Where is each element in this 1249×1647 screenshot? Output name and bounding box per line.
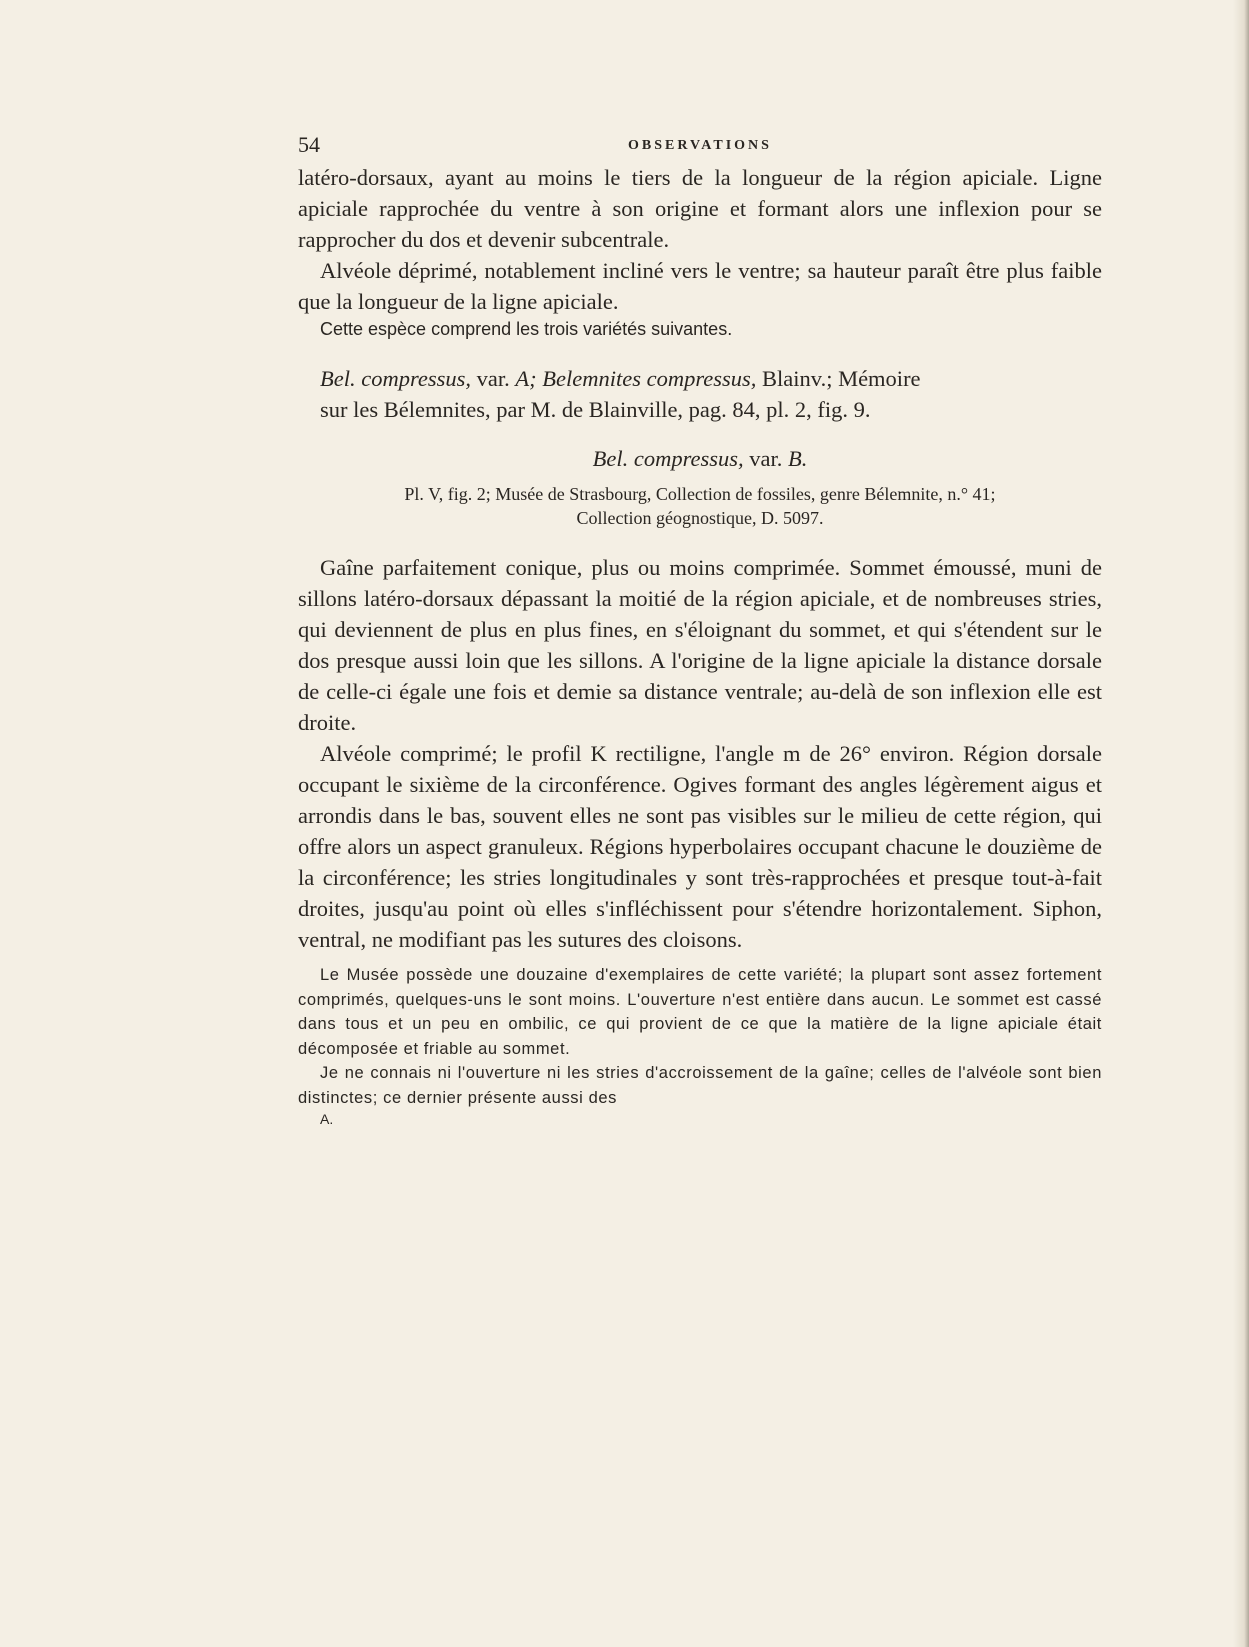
paragraph-alveole: Alvéole déprimé, notablement incliné vers le ventre; sa hauteur paraît être plus faible que la longueur de la ligne apiciale. bbox=[298, 258, 1102, 314]
description-alveole: Alvéole comprimé; le profil K rectiligne, l'angle m de 26° environ. Région dorsale occupant le sixième de la circonférence. Ogives formant des angles légèrement aigus et arrondis dans le bas, souvent elles ne sont pas visibles sur le milieu de cette région, qui offre alors un aspect granuleux. Régions hyperbolaires occupant chacune le douzième de la circonférence; les stries longitudinales y sont très-rapprochées et presque tout-à-fait droites, jusqu'au point où elles s'infléchissent pour s'étendre horizontalement. Siphon, ventral, ne modifiant pas les sutures des cloisons. bbox=[298, 741, 1102, 952]
variety-b-reference-line2: Collection géognostique, D. 5097. bbox=[576, 508, 824, 528]
page-number: 54 bbox=[298, 132, 320, 157]
page-text-block bbox=[298, 132, 1102, 1128]
page-edge-shadow bbox=[1233, 0, 1249, 1647]
variety-b-var-word: var. bbox=[749, 446, 783, 471]
note-ouverture: Je ne connais ni l'ouverture ni les stries d'accroissement de la gaîne; celles de l'alvéole sont bien distinctes; ce dernier présente aussi des bbox=[298, 1064, 1102, 1107]
description-gaine: Gaîne parfaitement conique, plus ou moins comprimée. Sommet émoussé, muni de sillons latéro-dorsaux dépassant la moitié de la région apiciale, et de nombreuses stries, qui deviennent de plus en plus fines, en s'éloignant du sommet, et qui s'étendent sur le dos presque aussi loin que les sillons. A l'origine de la ligne apiciale la distance dorsale de celle-ci égale une fois et demie sa distance ventrale; au-delà de son inflexion elle est droite. bbox=[298, 555, 1102, 735]
variety-a-letter: A; bbox=[515, 366, 537, 391]
running-title: OBSERVATIONS bbox=[628, 138, 772, 153]
variety-a-reference-line2: sur les Bélemnites, par M. de Blainville, pag. 84, pl. 2, fig. 9. bbox=[320, 397, 871, 422]
variety-a-synonym: Belemnites compressus, bbox=[542, 366, 757, 391]
variety-a-reference: Blainv.; Mémoire bbox=[762, 366, 921, 391]
variety-a-heading bbox=[298, 363, 1102, 394]
variety-a-var-word: var. bbox=[476, 366, 510, 391]
variety-b-letter: B. bbox=[788, 446, 808, 471]
variety-a-name: Bel. compressus, bbox=[320, 366, 472, 391]
variety-b-reference-line1: Pl. V, fig. 2; Musée de Strasbourg, Collection de fossiles, genre Bélemnite, n.° 41; bbox=[404, 484, 996, 504]
catchword: A. bbox=[320, 1111, 334, 1127]
species-note: Cette espèce comprend les trois variétés suivantes. bbox=[320, 319, 733, 339]
variety-b-name: Bel. compressus, bbox=[592, 446, 744, 471]
running-head bbox=[298, 132, 1102, 156]
paragraph-continuation: latéro-dorsaux, ayant au moins le tiers de la longueur de la région apiciale. Ligne apiciale rapprochée du ventre à son origine et formant alors une inflexion pour se rapprocher du dos et devenir subcentrale. bbox=[298, 165, 1102, 252]
variety-b-heading bbox=[298, 443, 1102, 474]
note-musee: Le Musée possède une douzaine d'exemplaires de cette variété; la plupart sont assez fortement comprimés, quelques-uns le sont moins. L'ouverture n'est entière dans aucun. Le sommet est cassé dans tous et un peu en ombilic, ce qui provient de ce que la matière de la ligne apiciale était décomposée et friable au sommet. bbox=[298, 966, 1102, 1058]
